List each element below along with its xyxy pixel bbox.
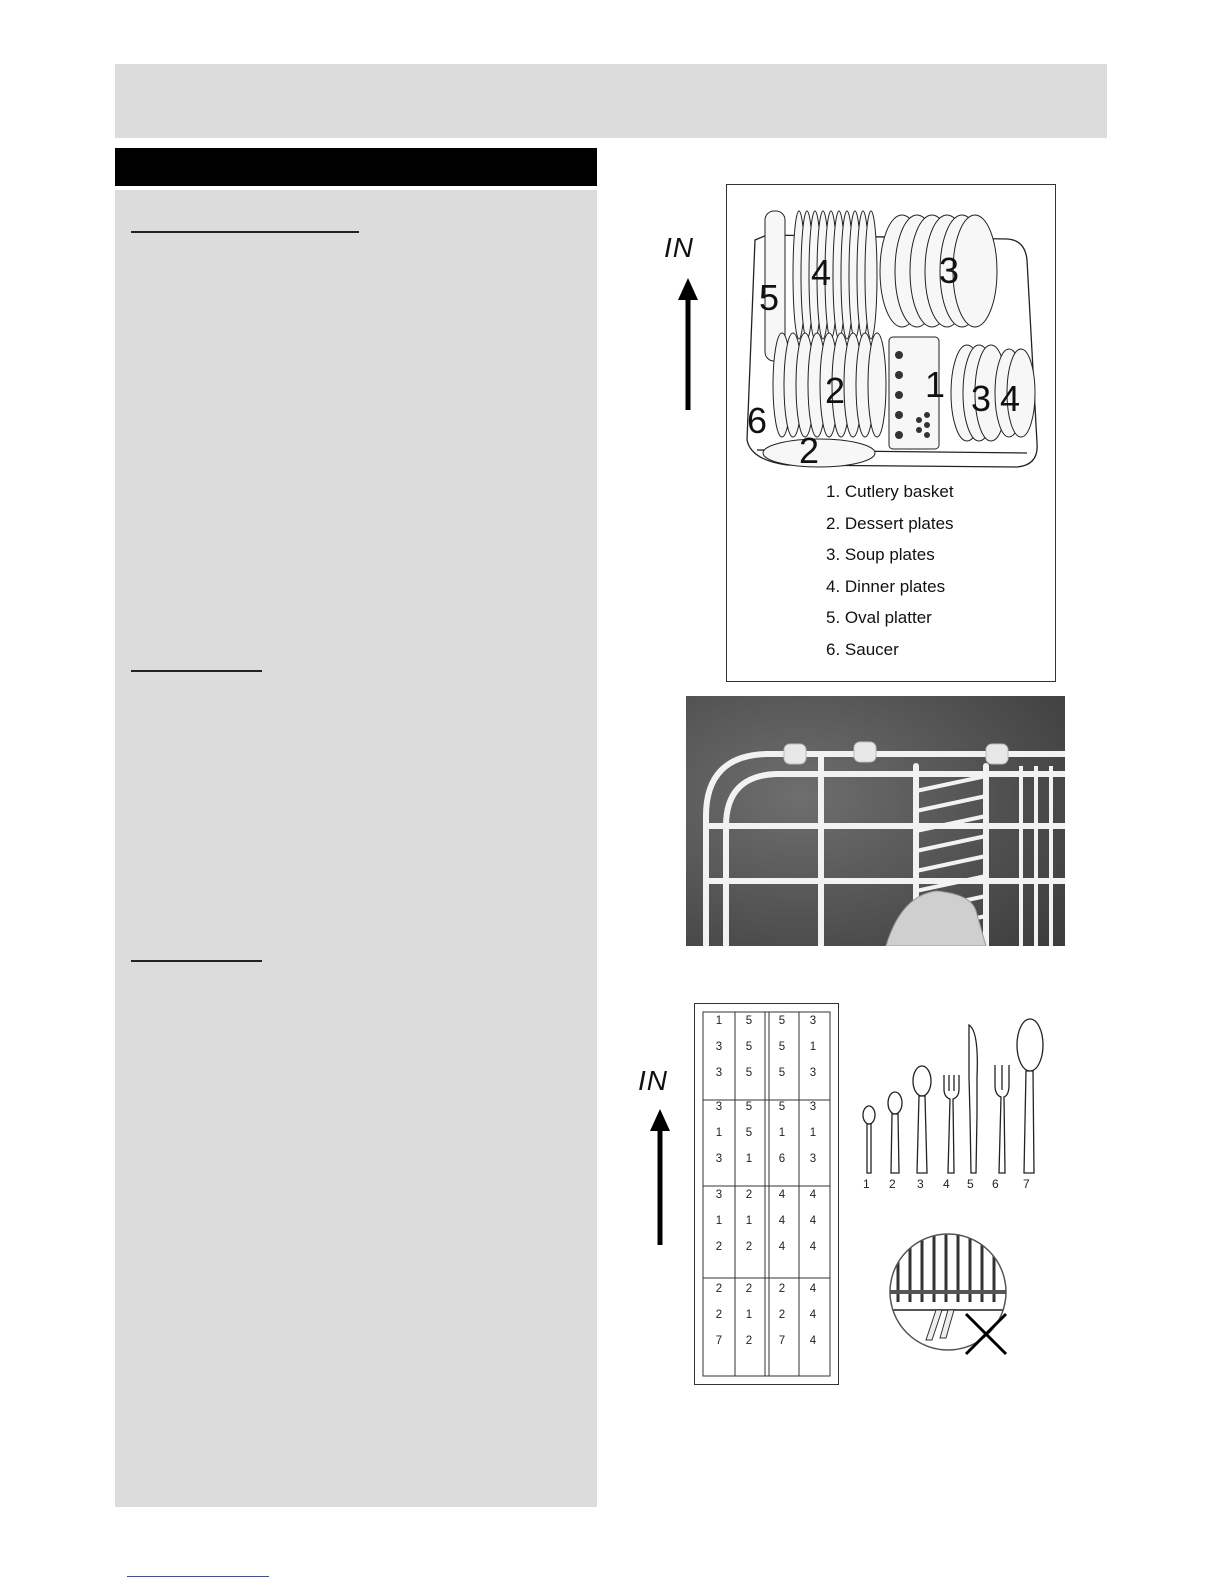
cutlery-basket-grid	[694, 1003, 839, 1385]
callout-5: 5	[759, 277, 780, 318]
subheading-underline	[131, 670, 262, 672]
basket-cell-number: 5	[745, 1041, 753, 1053]
callout-3: 3	[939, 250, 960, 291]
callout-6: 6	[747, 400, 768, 441]
basket-cell-number: 5	[778, 1067, 786, 1079]
legend-item: 6. Saucer	[826, 639, 899, 659]
basket-cell-number: 2	[745, 1283, 753, 1295]
basket-cell-number: 3	[809, 1153, 817, 1165]
basket-cell-number: 2	[745, 1189, 753, 1201]
basket-cell-number: 4	[778, 1189, 786, 1201]
basket-cell-number: 2	[745, 1335, 753, 1347]
basket-cell-number: 2	[715, 1309, 723, 1321]
basket-cell-number: 2	[745, 1241, 753, 1253]
basket-cell-number: 2	[778, 1309, 786, 1321]
basket-cell-number: 1	[745, 1153, 753, 1165]
basket-cell-number: 1	[715, 1215, 723, 1227]
rack-photo-illustration	[686, 696, 1065, 946]
callout-4: 4	[811, 252, 832, 293]
basket-cell-number: 1	[715, 1015, 723, 1027]
callout-2-bottom: 2	[799, 430, 820, 471]
basket-cell-number: 1	[809, 1041, 817, 1053]
basket-cell-number: 6	[778, 1153, 786, 1165]
basket-cell-number: 3	[715, 1067, 723, 1079]
basket-cell-number: 3	[715, 1101, 723, 1113]
basket-cell-number: 4	[778, 1215, 786, 1227]
rack-drawing	[727, 185, 1055, 485]
footer-link-underline	[127, 1576, 269, 1577]
legend-item: 3. Soup plates	[826, 545, 935, 565]
callout-3-right: 3	[971, 378, 992, 419]
legend-item: 4. Dinner plates	[826, 576, 946, 596]
basket-cell-number: 1	[745, 1215, 753, 1227]
legend-item: 2. Dessert plates	[826, 513, 954, 533]
basket-cell-number: 1	[745, 1309, 753, 1321]
basket-direction-indicator	[638, 1065, 698, 1245]
cutlery-number: 4	[943, 1177, 950, 1191]
basket-cell-number: 4	[778, 1241, 786, 1253]
basket-cell-number: 3	[715, 1153, 723, 1165]
basket-cell-number: 5	[778, 1101, 786, 1113]
legend-item: 1. Cutlery basket	[826, 482, 954, 501]
basket-cell-number: 4	[809, 1241, 817, 1253]
basket-cell-number: 3	[715, 1041, 723, 1053]
cutlery-type-numbers	[855, 1177, 1075, 1197]
cutlery-types-illustration	[855, 1015, 1075, 1185]
cutlery-number: 7	[1023, 1177, 1030, 1191]
section-title-bar	[115, 148, 597, 186]
rack-legend	[826, 476, 954, 666]
cutlery-number: 1	[863, 1177, 870, 1191]
subheading-underline	[131, 231, 359, 233]
basket-cell-number: 2	[778, 1283, 786, 1295]
folding-rack-photo	[686, 696, 1065, 946]
basket-cell-number: 1	[715, 1127, 723, 1139]
basket-cell-number: 5	[778, 1015, 786, 1027]
basket-cell-number: 3	[715, 1189, 723, 1201]
subheading-underline	[131, 960, 262, 962]
legend-item: 5. Oval platter	[826, 608, 932, 628]
cutlery-number: 2	[889, 1177, 896, 1191]
basket-cell-number: 5	[745, 1015, 753, 1027]
cutlery-number: 6	[992, 1177, 999, 1191]
basket-cell-number: 5	[778, 1041, 786, 1053]
basket-cell-number: 7	[778, 1335, 786, 1347]
basket-cell-number: 4	[809, 1309, 817, 1321]
basket-cell-number: 4	[809, 1215, 817, 1227]
rack-direction-indicator	[664, 232, 724, 412]
knife-warning-drawing	[888, 1232, 1028, 1382]
basket-cell-number: 5	[745, 1067, 753, 1079]
basket-cell-number: 2	[715, 1241, 723, 1253]
basket-cell-number: 2	[715, 1283, 723, 1295]
callout-1: 1	[925, 364, 946, 405]
basket-cell-number: 3	[809, 1015, 817, 1027]
up-arrow-icon	[640, 1109, 680, 1249]
basket-cell-number: 3	[809, 1067, 817, 1079]
basket-cell-number: 1	[778, 1127, 786, 1139]
cutlery-drawing	[855, 1015, 1075, 1185]
basket-cell-number: 4	[809, 1283, 817, 1295]
basket-cell-number: 4	[809, 1189, 817, 1201]
callout-2: 2	[825, 370, 846, 411]
callout-4-right: 4	[1000, 378, 1021, 419]
up-arrow-icon	[668, 278, 708, 418]
in-label: IN	[638, 1065, 668, 1096]
in-label: IN	[664, 232, 694, 263]
header-band	[115, 64, 1107, 138]
cutlery-number: 5	[967, 1177, 974, 1191]
basket-cell-number: 1	[809, 1127, 817, 1139]
basket-cell-number: 3	[809, 1101, 817, 1113]
basket-cell-number: 5	[745, 1127, 753, 1139]
basket-cell-number: 4	[809, 1335, 817, 1347]
cutlery-number: 3	[917, 1177, 924, 1191]
basket-cell-number: 7	[715, 1335, 723, 1347]
incorrect-knife-placement-illustration	[888, 1232, 1028, 1382]
instructions-panel	[115, 190, 597, 1507]
basket-cell-number: 5	[745, 1101, 753, 1113]
